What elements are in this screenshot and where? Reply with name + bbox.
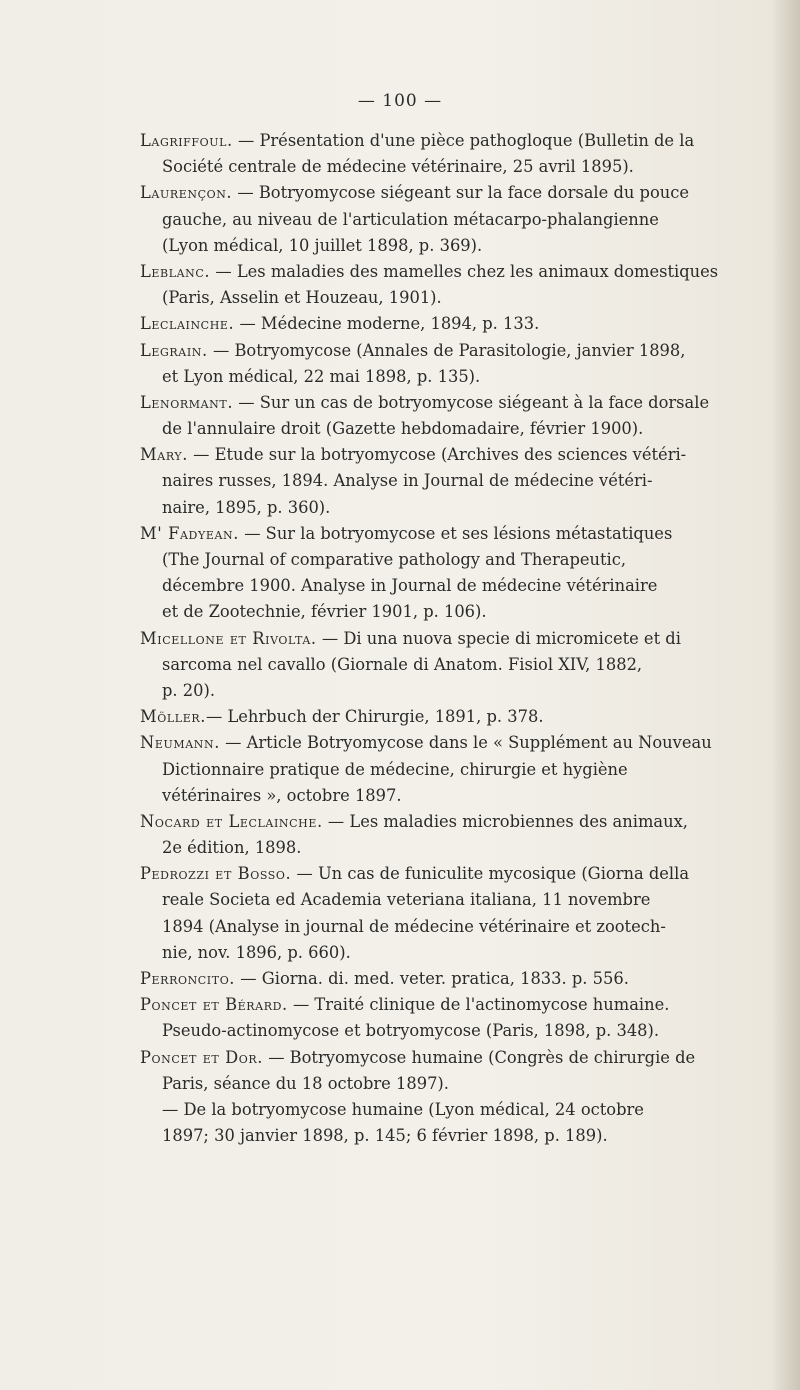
entry-text: — Sur la botryomycose et ses lésions métastatiques bbox=[239, 523, 673, 543]
bibliography-entry bbox=[0, 809, 800, 861]
entry-text: naires russes, 1894. Analyse in Journal de médecine vétéri- bbox=[162, 471, 653, 491]
bibliography-list bbox=[0, 128, 800, 1149]
entry-text: — Les maladies microbiennes des animaux, bbox=[322, 811, 688, 831]
bibliography-entry bbox=[0, 128, 800, 180]
entry-author: M' Fadyean. bbox=[140, 523, 240, 543]
entry-text: — Di una nuova specie di micromicete et di bbox=[316, 628, 681, 648]
entry-text: gauche, au niveau de l'articulation métacarpo-phalangienne bbox=[162, 209, 659, 229]
entry-text: (Lyon médical, 10 juillet 1898, p. 369). bbox=[162, 235, 483, 255]
entry-author: Möller. bbox=[140, 707, 206, 727]
entry-author: Leclainche. bbox=[140, 314, 235, 334]
entry-author: Poncet et Dor. bbox=[140, 1047, 264, 1067]
entry-text: — Présentation d'une pièce pathogloque (Bulletin de la bbox=[232, 131, 695, 150]
entry-author: Neumann. bbox=[140, 733, 220, 753]
entry-author: Mary. bbox=[140, 445, 188, 465]
entry-text: vétérinaires », octobre 1897. bbox=[162, 785, 402, 805]
entry-text: Dictionnaire pratique de médecine, chirurgie et hygiène bbox=[162, 759, 628, 779]
entry-text: 1897; 30 janvier 1898, p. 145; 6 février 1898, p. 189). bbox=[162, 1126, 608, 1146]
bibliography-entry bbox=[0, 338, 800, 390]
bibliography-entry bbox=[0, 1097, 800, 1149]
entry-text: de l'annulaire droit (Gazette hebdomadaire, février 1900). bbox=[162, 419, 644, 439]
entry-text: (Paris, Asselin et Houzeau, 1901). bbox=[162, 288, 442, 308]
entry-text: — Lehrbuch der Chirurgie, 1891, p. 378. bbox=[206, 707, 544, 727]
entry-author: Legrain. bbox=[140, 340, 208, 360]
entry-text: — Sur un cas de botryomycose siégeant à la face dorsale bbox=[233, 392, 710, 412]
entry-author: Pedrozzi et Bosso. bbox=[140, 864, 292, 884]
bibliography-entry bbox=[0, 521, 800, 626]
entry-text: Société centrale de médecine vétérinaire, 25 avril 1895). bbox=[162, 157, 634, 177]
entry-text: reale Societa ed Academia veteriana italiana, 11 novembre bbox=[162, 890, 651, 910]
entry-text: Paris, séance du 18 octobre 1897). bbox=[162, 1073, 449, 1093]
entry-author: Lenormant. bbox=[140, 392, 234, 412]
entry-text: — De la botryomycose humaine (Lyon médical, 24 octobre bbox=[162, 1099, 644, 1119]
entry-author: Poncet et Bérard. bbox=[140, 995, 288, 1015]
entry-text: — Médecine moderne, 1894, p. 133. bbox=[234, 314, 540, 334]
entry-text: Pseudo-actinomycose et botryomycose (Paris, 1898, p. 348). bbox=[162, 1021, 660, 1041]
entry-text: — Giorna. di. med. veter. pratica, 1833. p. 556. bbox=[235, 969, 629, 988]
bibliography-entry bbox=[0, 730, 800, 809]
bibliography-entry bbox=[0, 1045, 800, 1097]
entry-text: — Botryomycose humaine (Congrès de chirurgie de bbox=[263, 1047, 696, 1067]
entry-text: — Les maladies des mamelles chez les animaux domestiques bbox=[210, 261, 719, 281]
bibliography-entry bbox=[0, 180, 800, 259]
entry-author: Micellone et Rivolta. bbox=[140, 628, 317, 648]
entry-author: Perroncito. bbox=[140, 969, 236, 988]
entry-text: naire, 1895, p. 360). bbox=[162, 497, 331, 517]
bibliography-entry bbox=[0, 311, 800, 337]
bibliography-entry bbox=[0, 992, 800, 1044]
entry-text: (The Journal of comparative pathology and Therapeutic, bbox=[162, 550, 627, 569]
entry-text: p. 20). bbox=[162, 680, 216, 700]
entry-text: — Botryomycose (Annales de Parasitologie, janvier 1898, bbox=[207, 340, 686, 360]
bibliography-entry bbox=[0, 442, 800, 521]
bibliography-entry bbox=[0, 259, 800, 311]
entry-text: et de Zootechnie, février 1901, p. 106). bbox=[162, 602, 487, 622]
entry-author: Nocard et Leclainche. bbox=[140, 811, 323, 831]
bibliography-entry bbox=[0, 626, 800, 705]
entry-text: — Botryomycose siégeant sur la face dorsale du pouce bbox=[232, 183, 690, 203]
entry-text: sarcoma nel cavallo (Giornale di Anatom. Fisiol XIV, 1882, bbox=[162, 654, 643, 674]
entry-author: Laurençon. bbox=[140, 183, 233, 203]
entry-text: — Etude sur la botryomycose (Archives des sciences vétéri- bbox=[188, 445, 687, 465]
bibliography-entry bbox=[0, 390, 800, 442]
entry-text: 1894 (Analyse in journal de médecine vétérinaire et zootech- bbox=[162, 916, 666, 936]
entry-author: Leblanc. bbox=[140, 261, 211, 281]
bibliography-entry bbox=[0, 966, 800, 992]
entry-text: — Un cas de funiculite mycosique (Giorna della bbox=[291, 864, 690, 884]
entry-text: 2e édition, 1898. bbox=[162, 838, 302, 858]
entry-text: — Traité clinique de l'actinomycose humaine. bbox=[287, 995, 670, 1015]
entry-text: décembre 1900. Analyse in Journal de médecine vétérinaire bbox=[162, 576, 658, 596]
bibliography-entry bbox=[0, 704, 800, 730]
entry-text: nie, nov. 1896, p. 660). bbox=[162, 942, 351, 962]
entry-text: et Lyon médical, 22 mai 1898, p. 135). bbox=[162, 366, 481, 386]
bibliography-entry bbox=[0, 861, 800, 966]
page-number: — 100 — bbox=[357, 91, 443, 111]
entry-text: — Article Botryomycose dans le « Supplément au Nouveau bbox=[219, 733, 712, 753]
entry-author: Lagriffoul. bbox=[140, 131, 233, 150]
